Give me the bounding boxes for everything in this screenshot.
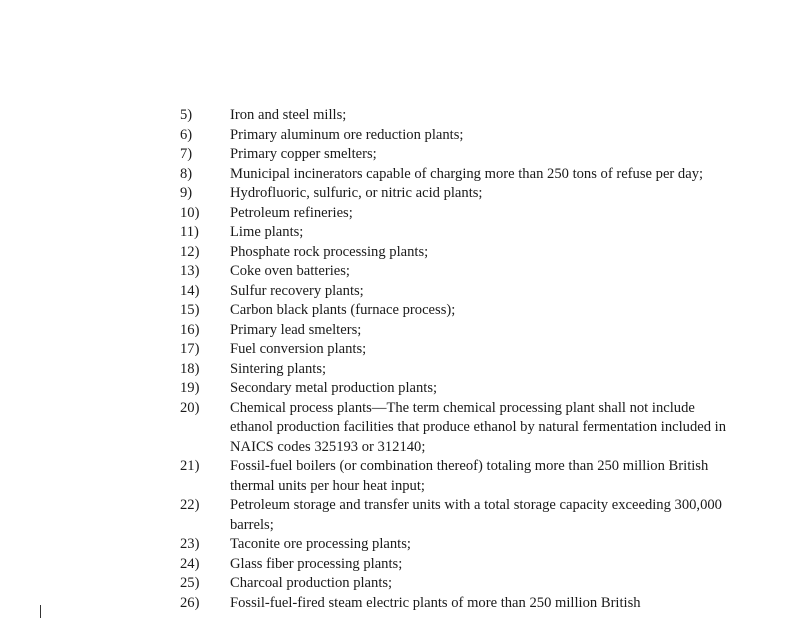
item-text: Sintering plants; [230, 360, 327, 377]
item-text: Secondary metal production plants; [230, 380, 438, 396]
list-item [180, 574, 740, 594]
item-text: Phosphate rock processing plants; [230, 243, 429, 260]
list-item [180, 282, 740, 302]
list-item [180, 535, 740, 555]
list-item [180, 145, 740, 165]
item-number: 14) [180, 282, 200, 299]
item-text: Chemical process plants—The term chemical processing plant shall not include ethanol production facilities that produce ethanol by natural fermentation included in NAICS codes 325193 or 312140; [230, 399, 727, 455]
item-number: 12) [180, 243, 200, 260]
item-number: 24) [180, 555, 200, 572]
list-item [180, 204, 740, 224]
item-text: Primary lead smelters; [230, 321, 362, 338]
item-number: 15) [180, 302, 200, 318]
item-text: Iron and steel mills; [230, 107, 347, 123]
item-number: 11) [180, 224, 199, 240]
item-text: Fuel conversion plants; [230, 341, 367, 357]
list-item [180, 379, 740, 399]
list-item [180, 340, 740, 360]
item-text: Primary copper smelters; [230, 146, 377, 162]
item-text: Petroleum storage and transfer units with a total storage capacity exceeding 300,000 barrels; [230, 497, 722, 533]
item-number: 17) [180, 341, 200, 357]
item-text: Lime plants; [230, 224, 304, 240]
item-text: Sulfur recovery plants; [230, 282, 364, 299]
item-number: 25) [180, 575, 200, 591]
list-item [180, 301, 740, 321]
item-text: Petroleum refineries; [230, 204, 353, 221]
item-number: 16) [180, 321, 200, 338]
item-text: Glass fiber processing plants; [230, 555, 403, 572]
item-number: 9) [180, 185, 193, 201]
item-text: Carbon black plants (furnace process); [230, 302, 456, 318]
list-item [180, 496, 740, 535]
list-item [180, 126, 740, 146]
item-number: 8) [180, 165, 193, 182]
item-text: Coke oven batteries; [230, 263, 350, 279]
item-number: 13) [180, 263, 200, 279]
item-number: 7) [180, 146, 193, 162]
item-text: Fossil-fuel-fired steam electric plants of more than 250 million British [230, 594, 641, 611]
list-item [180, 262, 740, 282]
list-item [180, 165, 740, 185]
list-item [180, 594, 740, 614]
item-number: 18) [180, 360, 200, 377]
item-number: 19) [180, 380, 200, 396]
item-number: 21) [180, 458, 200, 474]
list-item [180, 360, 740, 380]
item-number: 23) [180, 536, 200, 552]
margin-mark [40, 605, 41, 618]
list-item [180, 184, 740, 204]
item-number: 26) [180, 594, 200, 611]
list-item [180, 243, 740, 263]
item-number: 22) [180, 497, 200, 513]
list-item [180, 106, 740, 126]
item-number: 6) [180, 126, 193, 143]
item-text: Primary aluminum ore reduction plants; [230, 126, 464, 143]
item-text: Hydrofluoric, sulfuric, or nitric acid plants; [230, 185, 483, 201]
numbered-list [180, 106, 740, 613]
item-text: Charcoal production plants; [230, 575, 393, 591]
item-text: Taconite ore processing plants; [230, 536, 411, 552]
list-item [180, 321, 740, 341]
item-text: Municipal incinerators capable of charging more than 250 tons of refuse per day; [230, 165, 704, 182]
list-item [180, 457, 740, 496]
item-number: 20) [180, 399, 200, 416]
list-item [180, 223, 740, 243]
item-text: Fossil-fuel boilers (or combination thereof) totaling more than 250 million British thermal units per hour heat input; [230, 458, 709, 494]
item-number: 10) [180, 204, 200, 221]
list-item [180, 555, 740, 575]
list-item [180, 399, 740, 458]
item-number: 5) [180, 107, 193, 123]
